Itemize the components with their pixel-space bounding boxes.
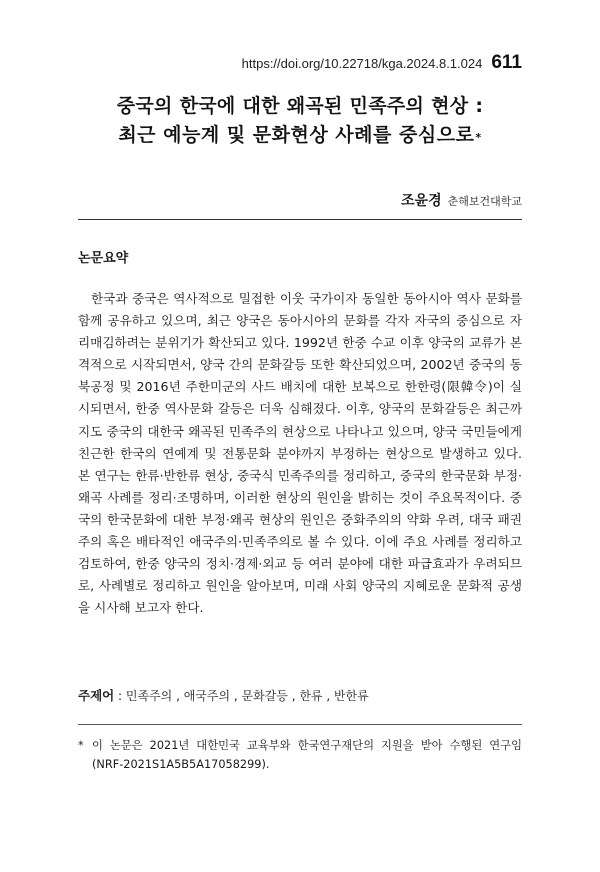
paper-subtitle-text: 최근 예능계 및 문화현상 사례를 중심으로 [118, 124, 475, 146]
paper-subtitle [0, 122, 600, 151]
author-name: 조윤경 [401, 193, 442, 209]
paper-title: 중국의 한국에 대한 왜곡된 민족주의 현상 : [116, 95, 484, 117]
footnote [78, 736, 522, 774]
keywords-separator: : [114, 689, 126, 703]
abstract-heading: 논문요약 [78, 251, 129, 266]
author-line [401, 190, 522, 210]
title-block [0, 93, 600, 151]
footnote-text: 이 논문은 2021년 대한민국 교육부와 한국연구재단의 지원을 받아 수행된 연구임 (NRF-2021S1A5B5A17058299). [92, 739, 522, 771]
doi-link[interactable]: https://doi.org/10.22718/kga.2024.8.1.024 [241, 56, 483, 71]
abstract-body [78, 288, 522, 619]
keywords-label: 주제어 [78, 688, 115, 703]
header-divider [78, 219, 522, 220]
page-number: 611 [491, 52, 522, 73]
footnote-divider [78, 724, 522, 725]
title-footnote-mark: * [475, 131, 482, 144]
keywords-list: 민족주의 , 애국주의 , 문화갈등 , 한류 , 반한류 [125, 689, 369, 703]
abstract-paragraph: 한국과 중국은 역사적으로 밀접한 이웃 국가이자 동일한 동아시아 역사 문화를 함께 공유하고 있으며, 최근 양국은 동아시아의 문화를 각자 자국의 중심으로 자리매김하려는 분위기가 확산되고 있다. 1992년 한중 수교 이후 양국의 교류가 본격적으로 시작되면서, 양국 간의 문화갈등 또한 확산되었으며, 2002년 중국의 동북공정 및 2016년 주한미군의 사드 배치에 대한 보복으로 한한령(限韓令)이 실시되면서, 한중 역사문화 갈등은 더욱 심해졌다. 이후, 양국의 문화갈등은 최근까지도 중국의 대한국 왜곡된 민족주의 현상으로 나타나고 있으며, 양국 국민들에게 친근한 한국의 연예계 및 전통문화 분야까지 부정하는 현상으로 발생하고 있다. 본 연구는 한류·반한류 현상, 중국식 민족주의를 정리하고, 중국의 한국문화 부정·왜곡 사례를 정리·조명하며, 이러한 현상의 원인을 밝히는 것이 주요목적이다. 중국의 한국문화에 대한 부정·왜곡 현상의 원인은 중화주의의 약화 우려, 대국 패권주의 혹은 배타적인 애국주의·민족주의로 볼 수 있다. 이에 주요 사례를 정리하고 검토하여, 한중 양국의 정치·경제·외교 등 여러 분야에 대한 파급효과가 우려되므로, 사례별로 정리하고 원인을 알아보며, 미래 사회 양국의 지혜로운 문화적 공생을 시사해 보고자 한다. [78, 291, 522, 616]
page-header [242, 52, 522, 74]
keywords-line [78, 686, 369, 704]
footnote-mark: * [78, 739, 84, 752]
author-affiliation: 춘해보건대학교 [447, 195, 522, 208]
